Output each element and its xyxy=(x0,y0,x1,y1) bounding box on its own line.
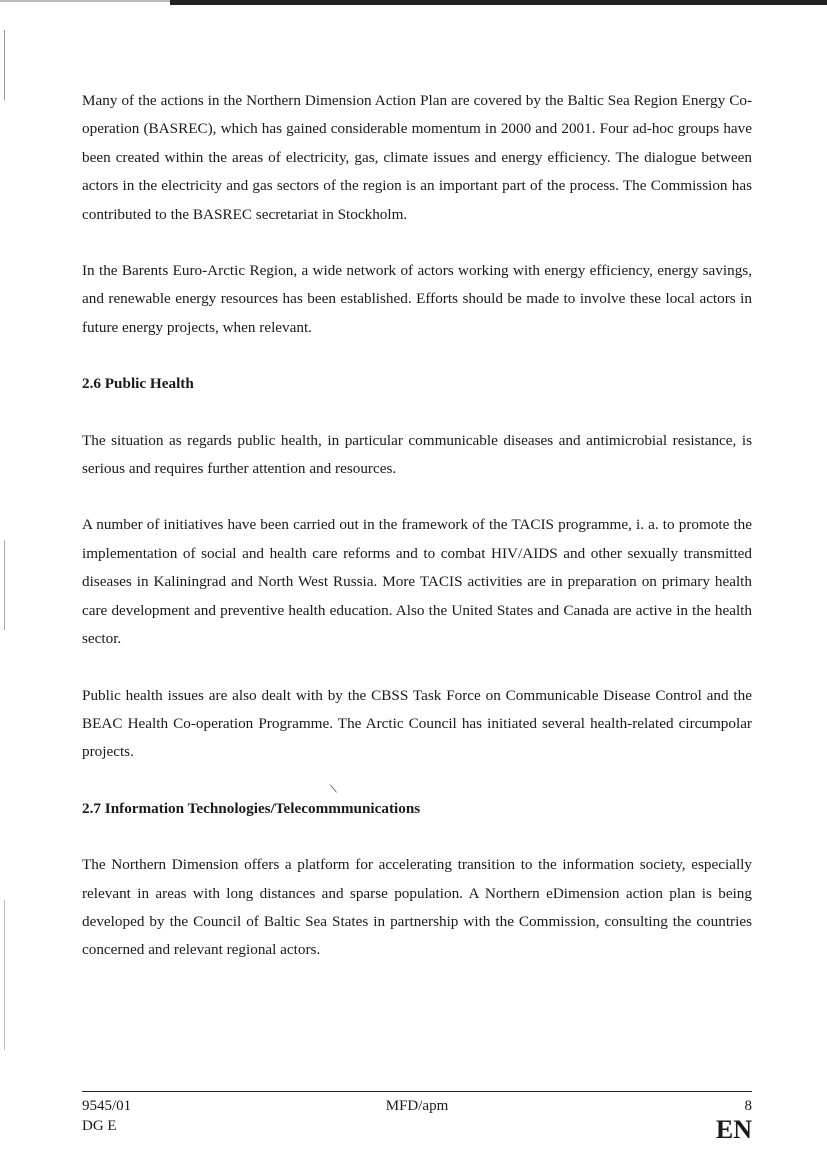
scan-artifact-left-edge xyxy=(4,540,5,630)
section-heading-information-technologies: 2.7 Information Technologies/Telecommmunications xyxy=(82,799,421,817)
paragraph-cbss-task-force: Public health issues are also dealt with by the CBSS Task Force on Communicable Disease Control and the BEAC Health Co-operation Programme. The Arctic Council has initiated several health-related circumpolar projects. xyxy=(82,686,752,761)
paragraph-tacis-initiatives: A number of initiatives have been carried out in the framework of the TACIS programme, i. a. to promote the implementation of social and health care reforms and to combat HIV/AIDS and other sexually transmitted diseases in Kaliningrad and North West Russia. More TACIS activities are in preparation on primary health care development and preventive health education. Also the United States and Canada are active in the health sector. xyxy=(82,516,752,648)
scan-artifact-left-edge xyxy=(4,900,5,1050)
footer-page-number: 8 xyxy=(744,1098,752,1114)
scan-artifact-top-faint xyxy=(0,0,170,2)
paragraph-barents: In the Barents Euro-Arctic Region, a wide network of actors working with energy efficiency, energy savings, and renewable energy resources has been established. Efforts should be made to involve these local actors in future energy projects, when relevant. xyxy=(82,262,752,336)
paragraph-public-health-situation: The situation as regards public health, in particular communicable diseases and antimicrobial resistance, is serious and requires further attention and resources. xyxy=(82,431,752,478)
scan-artifact-left-edge xyxy=(4,30,5,100)
paragraph-northern-dimension-it: The Northern Dimension offers a platform for accelerating transition to the information society, especially relevant in areas with long distances and sparse population. A Northern eDimension action plan is being developed by the Council of Baltic Sea States in partnership with the Commission, consulting the countries concerned and relevant regional actors. xyxy=(82,856,752,959)
scan-artifact-top-bar xyxy=(170,0,827,5)
footer-reference: MFD/apm xyxy=(385,1098,449,1114)
paragraph-basrec: Many of the actions in the Northern Dimension Action Plan are covered by the Baltic Sea Region Energy Co-operation (BASREC), which has gained considerable momentum in 2000 and 2001. Four ad-hoc groups have been created within the areas of electricity, gas, climate issues and energy efficiency. The dialogue between actors in the electricity and gas sectors of the region is an important part of the process. The Commission has contributed to the BASREC secretariat in Stockholm. xyxy=(82,92,752,223)
stray-pen-mark: \ xyxy=(329,781,339,798)
page-footer xyxy=(82,1096,752,1146)
footer-language: EN xyxy=(715,1115,752,1144)
footer-right-block xyxy=(716,1096,752,1144)
section-heading-public-health: 2.6 Public Health xyxy=(82,375,194,393)
document-body xyxy=(82,87,752,965)
footer-doc-number: 9545/01 xyxy=(82,1098,132,1114)
footer-divider xyxy=(82,1091,752,1092)
footer-directorate: DG E xyxy=(82,1118,117,1134)
